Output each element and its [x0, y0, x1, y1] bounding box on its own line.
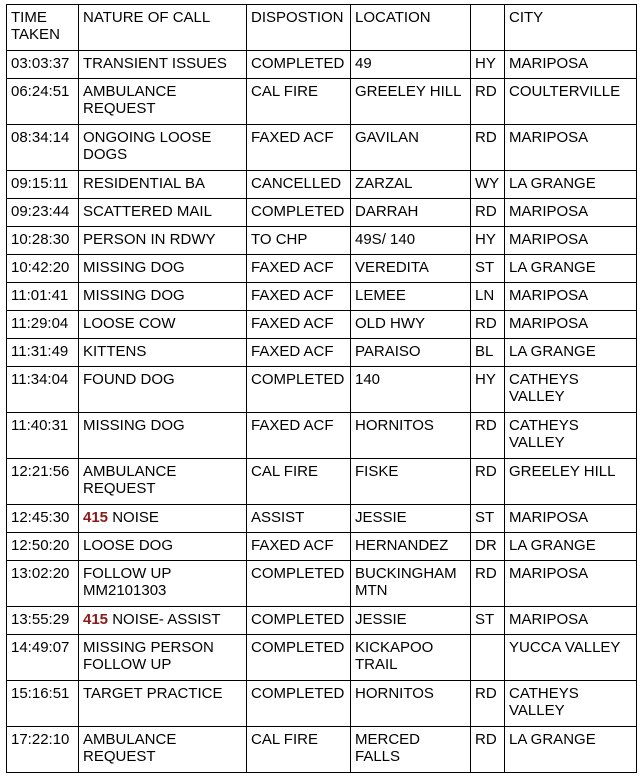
header-nature-of-call: NATURE OF CALL — [79, 5, 247, 51]
call-nature-text: AMBULANCE REQUEST — [83, 731, 181, 765]
cell-time-taken: 10:28:30 — [7, 227, 79, 255]
cell-disposition: COMPLETED — [247, 561, 351, 607]
table-row — [7, 199, 637, 227]
table-row — [7, 367, 637, 413]
table-row — [7, 227, 637, 255]
cell-location: PARAISO — [351, 339, 471, 367]
cell-disposition: TO CHP — [247, 227, 351, 255]
cell-location: DARRAH — [351, 199, 471, 227]
cell-location: 49 — [351, 51, 471, 79]
cell-street-suffix: HY — [471, 227, 505, 255]
cell-city: CATHEYS VALLEY — [505, 413, 637, 459]
cell-disposition: CANCELLED — [247, 171, 351, 199]
cell-street-suffix: ST — [471, 607, 505, 635]
table-row — [7, 459, 637, 505]
cell-street-suffix: HY — [471, 367, 505, 413]
cell-street-suffix: RD — [471, 79, 505, 125]
cell-location: JESSIE — [351, 607, 471, 635]
cell-time-taken: 09:23:44 — [7, 199, 79, 227]
cell-location: KICKAPOO TRAIL — [351, 635, 471, 681]
table-row — [7, 681, 637, 727]
cell-location: OLD HWY — [351, 311, 471, 339]
cell-nature-of-call — [79, 561, 247, 607]
cell-disposition: COMPLETED — [247, 367, 351, 413]
cell-time-taken: 14:49:07 — [7, 635, 79, 681]
cell-street-suffix: RD — [471, 727, 505, 773]
cell-nature-of-call — [79, 367, 247, 413]
cell-city: MARIPOSA — [505, 607, 637, 635]
cell-city: CATHEYS VALLEY — [505, 367, 637, 413]
header-city: CITY — [505, 5, 637, 51]
cell-location: ZARZAL — [351, 171, 471, 199]
cell-location: JESSIE — [351, 505, 471, 533]
cell-disposition: COMPLETED — [247, 607, 351, 635]
cell-city: LA GRANGE — [505, 533, 637, 561]
table-row — [7, 533, 637, 561]
table-row — [7, 79, 637, 125]
cell-location: HORNITOS — [351, 681, 471, 727]
cell-disposition: CAL FIRE — [247, 79, 351, 125]
call-nature-text: MISSING PERSON FOLLOW UP — [83, 639, 219, 673]
cell-location: FISKE — [351, 459, 471, 505]
call-nature-text: PERSON IN RDWY — [83, 231, 216, 248]
cell-nature-of-call — [79, 79, 247, 125]
cell-street-suffix: WY — [471, 171, 505, 199]
cell-disposition: CAL FIRE — [247, 459, 351, 505]
cell-disposition: COMPLETED — [247, 51, 351, 79]
table-row — [7, 635, 637, 681]
cell-city: GREELEY HILL — [505, 459, 637, 505]
cell-street-suffix: HY — [471, 51, 505, 79]
table-row — [7, 125, 637, 171]
cell-disposition: COMPLETED — [247, 635, 351, 681]
cell-city: MARIPOSA — [505, 283, 637, 311]
table-row — [7, 561, 637, 607]
cell-city: MARIPOSA — [505, 51, 637, 79]
call-nature-text: FOLLOW UP MM2101303 — [83, 565, 176, 599]
cell-city: MARIPOSA — [505, 227, 637, 255]
cell-street-suffix: RD — [471, 413, 505, 459]
cell-time-taken: 11:01:41 — [7, 283, 79, 311]
header-suffix — [471, 5, 505, 51]
cell-nature-of-call — [79, 51, 247, 79]
cell-disposition: FAXED ACF — [247, 533, 351, 561]
cell-disposition: FAXED ACF — [247, 311, 351, 339]
cell-street-suffix: RD — [471, 125, 505, 171]
cell-location: 49S/ 140 — [351, 227, 471, 255]
call-nature-text: NOISE- ASSIST — [108, 611, 221, 628]
cell-location: LEMEE — [351, 283, 471, 311]
cell-street-suffix: DR — [471, 533, 505, 561]
cell-nature-of-call — [79, 255, 247, 283]
header-time-taken: TIME TAKEN — [7, 5, 79, 51]
cell-nature-of-call — [79, 125, 247, 171]
cell-nature-of-call — [79, 283, 247, 311]
cell-nature-of-call — [79, 339, 247, 367]
cell-city: MARIPOSA — [505, 199, 637, 227]
cell-time-taken: 17:22:10 — [7, 727, 79, 773]
table-row — [7, 339, 637, 367]
call-nature-text: MISSING DOG — [83, 259, 185, 276]
cell-disposition: FAXED ACF — [247, 339, 351, 367]
table-row — [7, 311, 637, 339]
cell-city: MARIPOSA — [505, 311, 637, 339]
cell-street-suffix: LN — [471, 283, 505, 311]
cell-street-suffix: RD — [471, 459, 505, 505]
cell-time-taken: 12:45:30 — [7, 505, 79, 533]
cell-location: HORNITOS — [351, 413, 471, 459]
cell-street-suffix: ST — [471, 255, 505, 283]
call-nature-text: LOOSE COW — [83, 315, 176, 332]
call-nature-text: AMBULANCE REQUEST — [83, 463, 181, 497]
call-nature-text: AMBULANCE REQUEST — [83, 83, 181, 117]
cell-disposition: COMPLETED — [247, 681, 351, 727]
cell-nature-of-call — [79, 727, 247, 773]
cell-nature-of-call — [79, 227, 247, 255]
cell-time-taken: 03:03:37 — [7, 51, 79, 79]
cell-city: LA GRANGE — [505, 727, 637, 773]
cell-nature-of-call — [79, 171, 247, 199]
table-row — [7, 413, 637, 459]
table-row — [7, 51, 637, 79]
cell-disposition: CAL FIRE — [247, 727, 351, 773]
cell-city: LA GRANGE — [505, 339, 637, 367]
call-nature-text: MISSING DOG — [83, 287, 185, 304]
cell-street-suffix: BL — [471, 339, 505, 367]
header-disposition: DISPOSTION — [247, 5, 351, 51]
cell-disposition: ASSIST — [247, 505, 351, 533]
call-code: 415 — [83, 611, 109, 628]
cell-street-suffix: RD — [471, 199, 505, 227]
cell-street-suffix: RD — [471, 561, 505, 607]
cell-city: COULTERVILLE — [505, 79, 637, 125]
cell-time-taken: 10:42:20 — [7, 255, 79, 283]
cell-time-taken: 11:34:04 — [7, 367, 79, 413]
cell-time-taken: 08:34:14 — [7, 125, 79, 171]
call-nature-text: NOISE — [108, 509, 159, 526]
cell-location: VEREDITA — [351, 255, 471, 283]
cell-city: MARIPOSA — [505, 125, 637, 171]
cell-location: HERNANDEZ — [351, 533, 471, 561]
cell-nature-of-call — [79, 505, 247, 533]
cell-time-taken: 12:50:20 — [7, 533, 79, 561]
header-location: LOCATION — [351, 5, 471, 51]
cell-nature-of-call — [79, 311, 247, 339]
cell-location: GREELEY HILL — [351, 79, 471, 125]
cell-city: YUCCA VALLEY — [505, 635, 637, 681]
cell-nature-of-call — [79, 533, 247, 561]
call-nature-text: MISSING DOG — [83, 417, 185, 434]
cell-city: LA GRANGE — [505, 255, 637, 283]
table-row — [7, 727, 637, 773]
cell-nature-of-call — [79, 635, 247, 681]
cell-city: CATHEYS VALLEY — [505, 681, 637, 727]
cell-time-taken: 06:24:51 — [7, 79, 79, 125]
cell-disposition: FAXED ACF — [247, 413, 351, 459]
table-row — [7, 505, 637, 533]
cell-nature-of-call — [79, 413, 247, 459]
call-nature-text: FOUND DOG — [83, 371, 175, 388]
call-nature-text: ONGOING LOOSE DOGS — [83, 129, 216, 163]
cell-location: 140 — [351, 367, 471, 413]
cell-city: MARIPOSA — [505, 561, 637, 607]
cell-nature-of-call — [79, 199, 247, 227]
call-nature-text: KITTENS — [83, 343, 147, 360]
cell-disposition: FAXED ACF — [247, 125, 351, 171]
call-code: 415 — [83, 509, 109, 526]
call-nature-text: TARGET PRACTICE — [83, 685, 223, 702]
call-nature-text: TRANSIENT ISSUES — [83, 55, 227, 72]
cell-nature-of-call — [79, 607, 247, 635]
cell-time-taken: 09:15:11 — [7, 171, 79, 199]
cell-time-taken: 11:31:49 — [7, 339, 79, 367]
cell-city: MARIPOSA — [505, 505, 637, 533]
table-row — [7, 171, 637, 199]
cell-time-taken: 15:16:51 — [7, 681, 79, 727]
cell-city: LA GRANGE — [505, 171, 637, 199]
cell-time-taken: 12:21:56 — [7, 459, 79, 505]
call-nature-text: SCATTERED MAIL — [83, 203, 212, 220]
table-row — [7, 283, 637, 311]
cell-time-taken: 13:55:29 — [7, 607, 79, 635]
cell-location: GAVILAN — [351, 125, 471, 171]
cell-time-taken: 13:02:20 — [7, 561, 79, 607]
cell-nature-of-call — [79, 681, 247, 727]
cell-street-suffix: RD — [471, 311, 505, 339]
cell-disposition: COMPLETED — [247, 199, 351, 227]
call-log-table — [6, 4, 637, 773]
header-row — [7, 5, 637, 51]
cell-disposition: FAXED ACF — [247, 283, 351, 311]
table-row — [7, 255, 637, 283]
cell-street-suffix: RD — [471, 681, 505, 727]
cell-location: BUCKINGHAM MTN — [351, 561, 471, 607]
cell-time-taken: 11:29:04 — [7, 311, 79, 339]
cell-nature-of-call — [79, 459, 247, 505]
call-nature-text: LOOSE DOG — [83, 537, 174, 554]
call-nature-text: RESIDENTIAL BA — [83, 175, 205, 192]
cell-street-suffix — [471, 635, 505, 681]
cell-disposition: FAXED ACF — [247, 255, 351, 283]
cell-street-suffix: ST — [471, 505, 505, 533]
table-row — [7, 607, 637, 635]
cell-location: MERCED FALLS — [351, 727, 471, 773]
cell-time-taken: 11:40:31 — [7, 413, 79, 459]
